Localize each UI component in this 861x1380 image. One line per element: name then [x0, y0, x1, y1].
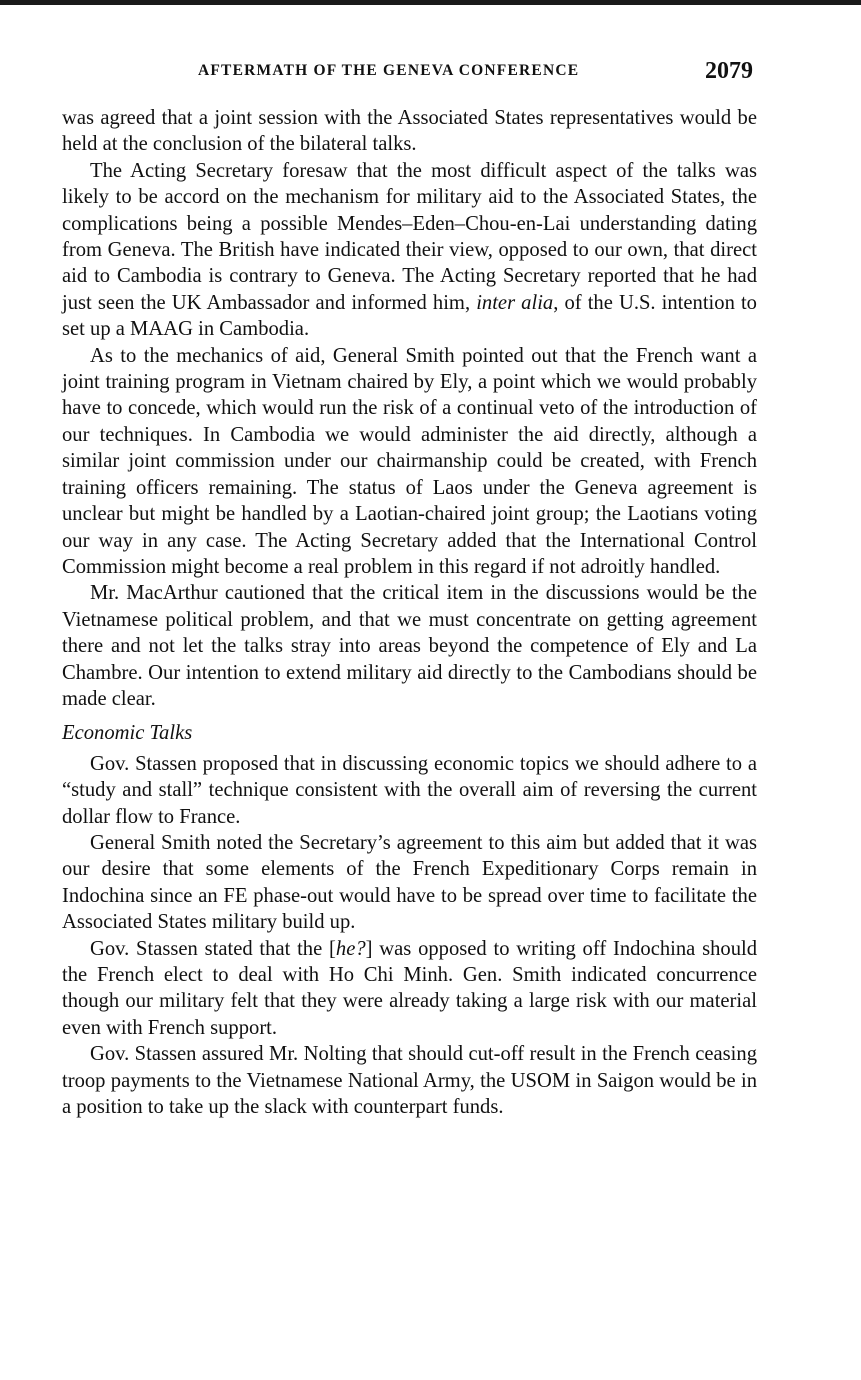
paragraph-7-start: Gov. Stassen stated that the [	[90, 937, 336, 960]
paragraph-4: Mr. MacArthur cautioned that the critical item in the discussions would be the Vietnamese political problem, and that we must concentrate on getting agreement there and not let the talks stray into areas beyond the competence of Ely and La Chambre. Our intention to extend military aid directly to the Cambodians should be made clear.	[62, 582, 757, 710]
paragraph-6: General Smith noted the Secretary’s agreement to this aim but added that it was our desire that some elements of the French Expeditionary Corps remain in Indochina since an FE phase-out would have to be spread over time to facilitate the Associated States military build up.	[62, 831, 757, 934]
paragraph-5: Gov. Stassen proposed that in discussing economic topics we should adhere to a “study and stall” technique consistent with the overall aim of reversing the current dollar flow to France.	[62, 752, 757, 828]
top-border-rule	[0, 0, 861, 5]
paragraph-3: As to the mechanics of aid, General Smith pointed out that the French want a joint training program in Vietnam chaired by Ely, a point which we would probably have to concede, which would run the risk of a continual veto of the introduction of our techniques. In Cambodia we would administer the aid directly, although a similar joint commission under our chairmanship could be created, with French training officers remaining. The status of Laos under the Geneva agreement is unclear but might be handled by a Laotian-chaired joint group; the Laotians voting our way in any case. The Acting Secretary added that the International Control Commission might become a real problem in this regard if not adroitly handled.	[62, 344, 757, 578]
paragraph-7	[62, 936, 757, 1042]
section-heading-economic-talks: Economic Talks	[62, 722, 193, 745]
paragraph-2-text: The Acting Secretary foresaw that the most difficult aspect of the talks was likely to be accord on the mechanism for military aid to the Associated States, the complications being a possible Mendes–Eden–Chou-en-Lai understanding dating from Geneva. The British have indicated their view, opposed to our own, that direct aid to Cambodia is contrary to Geneva. The Acting Secretary reported that he had just seen the UK Ambassador and informed him,	[62, 159, 757, 314]
he-question-italic: he?	[335, 937, 366, 960]
paragraph-7-end: ] was opposed to writing off Indochina should the French elect to deal with Ho Chi Minh. Gen. Smith indicated concurrence though our military felt that they were already taking a large risk with our material even with French support.	[62, 937, 758, 1039]
running-head-title: AFTERMATH OF THE GENEVA CONFERENCE	[198, 62, 580, 79]
page-number: 2079	[705, 58, 753, 84]
paragraph-2	[62, 158, 757, 343]
inter-alia-italic: inter alia	[476, 291, 554, 314]
paragraph-1: was agreed that a joint session with the Associated States representatives would be held at the conclusion of the bilateral talks.	[62, 107, 757, 156]
paragraph-8: Gov. Stassen assured Mr. Nolting that should cut-off result in the French ceasing troop payments to the Vietnamese National Army, the USOM in Saigon would be in a position to take up the slack with counterpart funds.	[62, 1043, 757, 1119]
paragraph-2-end: , of the U.S. intention to set up a MAAG in Cambodia.	[62, 291, 757, 341]
body-text	[62, 105, 757, 1120]
